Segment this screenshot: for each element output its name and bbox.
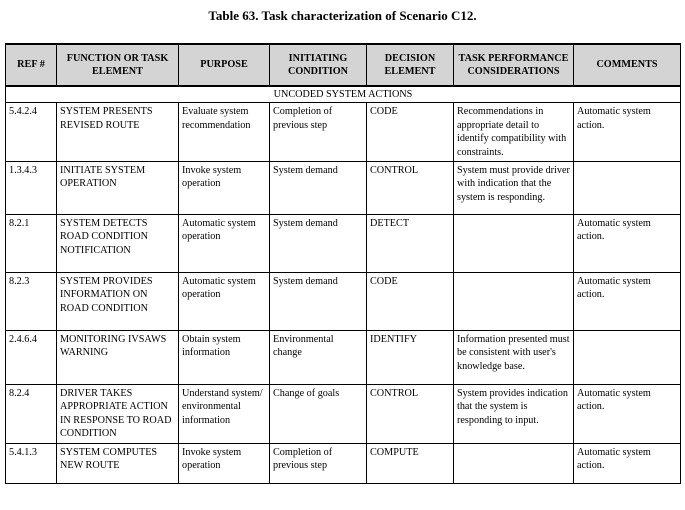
cell-decision: CODE: [367, 103, 454, 162]
cell-initiating: Environmental change: [270, 331, 367, 385]
header-considerations: TASK PERFORMANCE CONSIDERATIONS: [454, 44, 574, 86]
table-row: [6, 385, 681, 444]
cell-function: SYSTEM PRESENTS REVISED ROUTE: [57, 103, 179, 162]
cell-decision: CONTROL: [367, 385, 454, 444]
header-comments: COMMENTS: [574, 44, 681, 86]
cell-purpose: Automatic system operation: [179, 273, 270, 331]
cell-comments: Automatic system action.: [574, 103, 681, 162]
cell-decision: IDENTIFY: [367, 331, 454, 385]
cell-ref: 8.2.3: [6, 273, 57, 331]
cell-comments: Automatic system action.: [574, 215, 681, 273]
cell-comments: Automatic system action.: [574, 385, 681, 444]
cell-initiating: Change of goals: [270, 385, 367, 444]
cell-purpose: Obtain system information: [179, 331, 270, 385]
table-row: [6, 103, 681, 162]
cell-ref: 8.2.4: [6, 385, 57, 444]
cell-function: MONITORING IVSAWS WARNING: [57, 331, 179, 385]
cell-purpose: Evaluate system recommendation: [179, 103, 270, 162]
cell-purpose: Invoke system operation: [179, 443, 270, 483]
cell-considerations: [454, 273, 574, 331]
cell-initiating: Completion of previous step: [270, 443, 367, 483]
cell-ref: 2.4.6.4: [6, 331, 57, 385]
cell-initiating: System demand: [270, 215, 367, 273]
cell-comments: [574, 162, 681, 215]
table-row: [6, 273, 681, 331]
cell-considerations: [454, 215, 574, 273]
cell-ref: 8.2.1: [6, 215, 57, 273]
cell-considerations: [454, 443, 574, 483]
cell-function: SYSTEM DETECTS ROAD CONDITION NOTIFICATION: [57, 215, 179, 273]
cell-decision: COMPUTE: [367, 443, 454, 483]
task-table: [5, 43, 681, 484]
section-row: [6, 86, 681, 103]
cell-purpose: Understand system/ environmental information: [179, 385, 270, 444]
cell-ref: 5.4.1.3: [6, 443, 57, 483]
header-decision: DECISION ELEMENT: [367, 44, 454, 86]
cell-function: SYSTEM COMPUTES NEW ROUTE: [57, 443, 179, 483]
cell-considerations: Information presented must be consistent with user's knowledge base.: [454, 331, 574, 385]
table-title: Table 63. Task characterization of Scenario C12.: [208, 8, 477, 23]
header-initiating: INITIATING CONDITION: [270, 44, 367, 86]
cell-comments: Automatic system action.: [574, 443, 681, 483]
cell-decision: DETECT: [367, 215, 454, 273]
cell-considerations: System must provide driver with indication that the system is responding.: [454, 162, 574, 215]
cell-comments: [574, 331, 681, 385]
cell-decision: CONTROL: [367, 162, 454, 215]
cell-comments: Automatic system action.: [574, 273, 681, 331]
cell-initiating: Completion of previous step: [270, 103, 367, 162]
cell-considerations: Recommendations in appropriate detail to identify compatibility with constraints.: [454, 103, 574, 162]
cell-function: SYSTEM PROVIDES INFORMATION ON ROAD CONDITION: [57, 273, 179, 331]
cell-initiating: System demand: [270, 162, 367, 215]
cell-ref: 1.3.4.3: [6, 162, 57, 215]
table-row: [6, 162, 681, 215]
cell-initiating: System demand: [270, 273, 367, 331]
table-row: [6, 443, 681, 483]
table-row: [6, 331, 681, 385]
header-row: [6, 44, 681, 86]
header-function: FUNCTION OR TASK ELEMENT: [57, 44, 179, 86]
table-row: [6, 215, 681, 273]
cell-ref: 5.4.2.4: [6, 103, 57, 162]
cell-considerations: System provides indication that the system is responding to input.: [454, 385, 574, 444]
cell-function: INITIATE SYSTEM OPERATION: [57, 162, 179, 215]
header-ref: REF #: [6, 44, 57, 86]
header-purpose: PURPOSE: [179, 44, 270, 86]
cell-purpose: Invoke system operation: [179, 162, 270, 215]
cell-decision: CODE: [367, 273, 454, 331]
section-label: UNCODED SYSTEM ACTIONS: [6, 86, 681, 103]
cell-function: DRIVER TAKES APPROPRIATE ACTION IN RESPONSE TO ROAD CONDITION: [57, 385, 179, 444]
cell-purpose: Automatic system operation: [179, 215, 270, 273]
